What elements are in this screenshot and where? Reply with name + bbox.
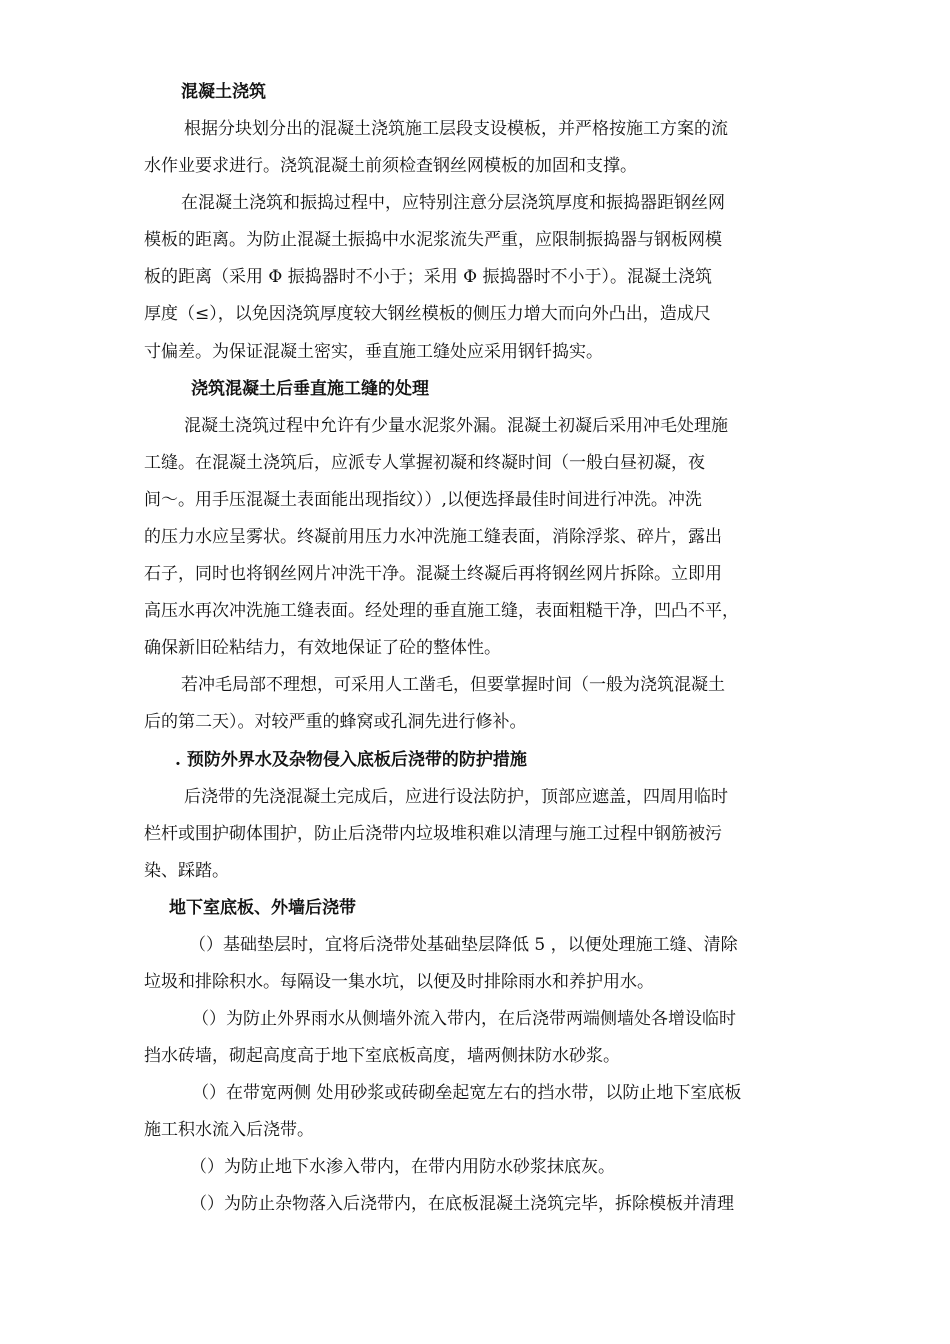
text-line: 栏杆或围护砌体围护，防止后浇带内垃圾堆积难以清理与施工过程中钢筋被污 [144, 823, 722, 844]
paragraph [144, 779, 820, 890]
text-line: 石子，同时也将钢丝网片冲洗干净。混凝土终凝后再将钢丝网片拆除。立即用 [144, 564, 722, 585]
section-heading-basement-post-pour-strip: 地下室底板、外墙后浇带 [169, 897, 356, 918]
text-line: 后的第二天）。对较严重的蜂窝或孔洞先进行修补。 [144, 712, 527, 733]
paragraph [144, 408, 820, 668]
list-item [144, 1001, 820, 1075]
list-item [144, 927, 820, 1001]
text-line: 的压力水应呈雾状。终凝前用压力水冲洗施工缝表面，消除浮浆、碎片，露出 [144, 526, 722, 547]
section-heading-vertical-joint: 浇筑混凝土后垂直施工缝的处理 [191, 378, 429, 399]
text-line: 厚度（≤），以免因浇筑厚度较大钢丝模板的侧压力增大而向外凸出，造成尺 [144, 304, 711, 325]
text-line: （）为防止杂物落入后浇带内，在底板混凝土浇筑完毕，拆除模板并清理 [190, 1194, 734, 1215]
text-line: 在混凝土浇筑和振捣过程中，应特别注意分层浇筑厚度和振捣器距钢丝网 [181, 193, 725, 214]
list-item [144, 1186, 820, 1223]
text-line: 施工积水流入后浇带。 [144, 1120, 314, 1141]
text-line: 高压水再次冲洗施工缝表面。经处理的垂直施工缝，表面粗糙干净，凹凸不平， [144, 601, 739, 622]
section-heading-concrete-pouring: 混凝土浇筑 [181, 82, 266, 102]
section-heading-protection-measures: . 预防外界水及杂物侵入底板后浇带的防护措施 [175, 749, 527, 770]
paragraph [144, 111, 820, 185]
text-line: 染、踩踏。 [144, 860, 229, 881]
text-line: （）为防止地下水渗入带内，在带内用防水砂浆抹底灰。 [190, 1157, 615, 1178]
text-line: 若冲毛局部不理想，可采用人工凿毛，但要掌握时间（一般为浇筑混凝土 [181, 675, 725, 696]
paragraph [144, 667, 820, 741]
text-line: 寸偏差。为保证混凝土密实，垂直施工缝处应采用钢钎捣实。 [144, 341, 603, 362]
text-line: 模板的距离。为防止混凝土振捣中水泥浆流失严重，应限制振捣器与钢板网模 [144, 230, 722, 251]
paragraph [144, 185, 820, 370]
list-item [144, 1149, 820, 1186]
text-line: 水作业要求进行。浇筑混凝土前须检查钢丝网模板的加固和支撑。 [144, 156, 637, 177]
document-body [144, 74, 820, 1224]
list-item [144, 1075, 820, 1149]
text-line: 板的距离（采用 Φ 振捣器时不小于；采用 Φ 振捣器时不小于）。混凝土浇筑 [144, 267, 712, 288]
text-line: 垃圾和排除积水。每隔设一集水坑，以便及时排除雨水和养护用水。 [144, 971, 654, 992]
text-line: 挡水砖墙，砌起高度高于地下室底板高度，墙两侧抹防水砂浆。 [144, 1046, 620, 1067]
text-line: 间～。用手压混凝土表面能出现指纹））,以便选择最佳时间进行冲洗。冲洗 [144, 489, 702, 510]
text-line: 确保新旧砼粘结力，有效地保证了砼的整体性。 [144, 638, 501, 659]
text-line: 混凝土浇筑过程中允许有少量水泥浆外漏。混凝土初凝后采用冲毛处理施 [184, 415, 728, 436]
text-line: 后浇带的先浇混凝土完成后，应进行设法防护，顶部应遮盖，四周用临时 [184, 786, 728, 807]
text-line: 工缝。在混凝土浇筑后，应派专人掌握初凝和终凝时间（一般白昼初凝，夜 [144, 452, 705, 473]
text-line: （）在带宽两侧 处用砂浆或砖砌垒起宽左右的挡水带，以防止地下室底板 [192, 1083, 742, 1104]
text-line: 根据分块划分出的混凝土浇筑施工层段支设模板，并严格按施工方案的流 [184, 119, 728, 139]
text-line: （）为防止外界雨水从侧墙外流入带内，在后浇带两端侧墙处各增设临时 [192, 1008, 736, 1029]
text-line: （）基础垫层时，宜将后浇带处基础垫层降低 5 ，以便处理施工缝、清除 [189, 934, 738, 955]
